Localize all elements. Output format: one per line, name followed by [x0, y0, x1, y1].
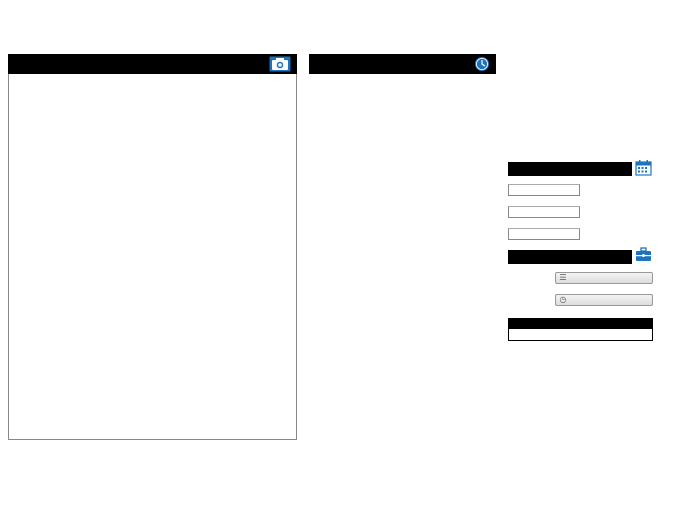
edit-schedule-header	[508, 250, 632, 264]
highlight-box	[508, 318, 653, 341]
schedule-table	[309, 84, 496, 520]
calendar-icon	[635, 159, 652, 176]
day-field[interactable]	[508, 228, 580, 240]
week-header	[8, 54, 297, 74]
toolbox-icon	[635, 246, 652, 263]
schedule-header	[309, 54, 496, 74]
camera-icon	[269, 56, 291, 72]
clock-icon: ◷	[559, 295, 567, 304]
edit-times-button[interactable]	[555, 272, 653, 284]
month-field[interactable]	[508, 206, 580, 218]
list-icon: ☰	[559, 273, 567, 282]
week-grid	[8, 74, 297, 440]
highlight-value[interactable]	[509, 329, 652, 340]
view-schedule-header	[508, 162, 632, 176]
schedule-column-headers	[309, 74, 496, 84]
clock-icon	[474, 56, 490, 72]
add-event-button[interactable]	[555, 294, 653, 306]
highlight-header	[509, 319, 652, 329]
year-field[interactable]	[508, 184, 580, 196]
